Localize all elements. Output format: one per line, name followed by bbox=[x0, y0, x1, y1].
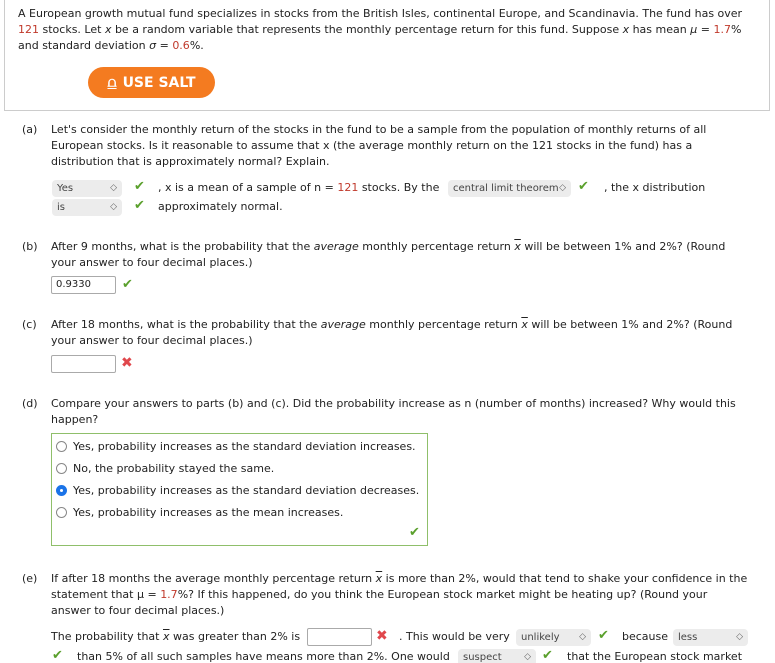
part-a-text-2: , the x distribution bbox=[604, 181, 706, 194]
radio-option-3[interactable]: Yes, probability increases as the standard deviation decreases. bbox=[56, 484, 419, 497]
part-e-text-4: than 5% of all such samples have means more than 2%. One would bbox=[77, 650, 450, 663]
radio-button[interactable] bbox=[56, 507, 67, 518]
part-c-answer-input[interactable] bbox=[51, 355, 116, 373]
intro-line-1: A European growth mutual fund specializes in stocks from the British Isles, continental Europe, and Scandinavia. The fund has over bbox=[18, 7, 743, 20]
salt-label: USE SALT bbox=[122, 74, 196, 91]
intro-line-3: and standard deviation σ = 0.6%. bbox=[18, 39, 204, 52]
part-c-line-1: After 18 months, what is the probability that the average monthly percentage return $\overline{x}$ will be between 1% and 2%? (Round bbox=[51, 318, 733, 331]
part-c-line-2: your answer to four decimal places.) bbox=[51, 334, 253, 347]
part-e-line-1: If after 18 months the average monthly percentage return $\overline{x}$ is more than 2%, would that tend to shake your confidence in the bbox=[51, 572, 748, 585]
theorem-select[interactable]: central limit theorem ◇ bbox=[448, 180, 571, 197]
part-d-line-1: Compare your answers to parts (b) and (c). Did the probability increase as n (number of months) increased? Why would this bbox=[51, 397, 736, 410]
part-e-line-2: statement that μ = 1.7%? If this happened, do you think the European stock market might be heating up? (Round your bbox=[51, 588, 708, 601]
incorrect-icon: ✖ bbox=[376, 628, 388, 644]
check-icon: ✔ bbox=[122, 277, 133, 292]
check-icon: ✔ bbox=[134, 179, 145, 194]
radio-button[interactable] bbox=[56, 441, 67, 452]
intro-line-2: 121 stocks. Let x be a random variable that represents the monthly percentage return for this fund. Suppose x has mean μ = 1.7% bbox=[18, 23, 742, 36]
is-select[interactable]: is ◇ bbox=[52, 199, 122, 216]
check-icon: ✔ bbox=[598, 628, 609, 643]
part-c-label: (c) bbox=[22, 318, 37, 331]
part-a-line-1: Let's consider the monthly return of the stocks in the fund to be a sample from the population of monthly returns of all bbox=[51, 123, 707, 136]
check-icon: ✔ bbox=[134, 198, 145, 213]
part-d-label: (d) bbox=[22, 397, 38, 410]
part-e-text-5: that the European stock market bbox=[567, 650, 743, 663]
part-e-answer-input[interactable] bbox=[307, 628, 372, 646]
part-b-line-1: After 9 months, what is the probability that the average monthly percentage return $\overline{x}$ will be between 1% and 2%? (Round bbox=[51, 240, 726, 253]
part-b-answer-input[interactable]: 0.9330 bbox=[51, 276, 116, 294]
comparison-select[interactable]: less ◇ bbox=[673, 629, 748, 646]
part-e-text-3: because bbox=[622, 630, 669, 643]
radio-button-selected[interactable] bbox=[56, 485, 67, 496]
radio-option-2[interactable]: No, the probability stayed the same. bbox=[56, 462, 274, 475]
part-b-line-2: your answer to four decimal places.) bbox=[51, 256, 253, 269]
radio-group bbox=[51, 433, 428, 546]
use-salt-button[interactable] bbox=[88, 67, 215, 98]
salt-icon: ⩍ bbox=[107, 74, 117, 91]
radio-button[interactable] bbox=[56, 463, 67, 474]
check-icon: ✔ bbox=[578, 179, 589, 194]
part-d-line-2: happen? bbox=[51, 413, 99, 426]
suspect-select[interactable]: suspect ◇ bbox=[458, 649, 536, 663]
likelihood-select[interactable]: unlikely ◇ bbox=[516, 629, 591, 646]
part-e-label: (e) bbox=[22, 572, 38, 585]
radio-option-4[interactable]: Yes, probability increases as the mean increases. bbox=[56, 506, 343, 519]
part-a-text-3: approximately normal. bbox=[158, 200, 283, 213]
incorrect-icon: ✖ bbox=[121, 355, 133, 371]
part-b-label: (b) bbox=[22, 240, 38, 253]
reasonable-select[interactable]: Yes ◇ bbox=[52, 180, 122, 197]
radio-option-1[interactable]: Yes, probability increases as the standard deviation increases. bbox=[56, 440, 416, 453]
part-a-line-2: European stocks. Is it reasonable to assume that x (the average monthly return on the 121 stocks in the fund) has a bbox=[51, 139, 693, 152]
part-e-text-2: . This would be very bbox=[399, 630, 510, 643]
part-a-text-1: , x is a mean of a sample of n = 121 stocks. By the bbox=[158, 181, 440, 194]
check-icon: ✔ bbox=[52, 648, 63, 663]
part-a-line-3: distribution that is approximately normal? Explain. bbox=[51, 155, 330, 168]
check-icon: ✔ bbox=[409, 525, 420, 540]
part-e-line-3: answer to four decimal places.) bbox=[51, 604, 225, 617]
part-a-label: (a) bbox=[22, 123, 38, 136]
part-e-text-1: The probability that $\overline{x}$ was greater than 2% is bbox=[51, 630, 301, 643]
check-icon: ✔ bbox=[542, 648, 553, 663]
